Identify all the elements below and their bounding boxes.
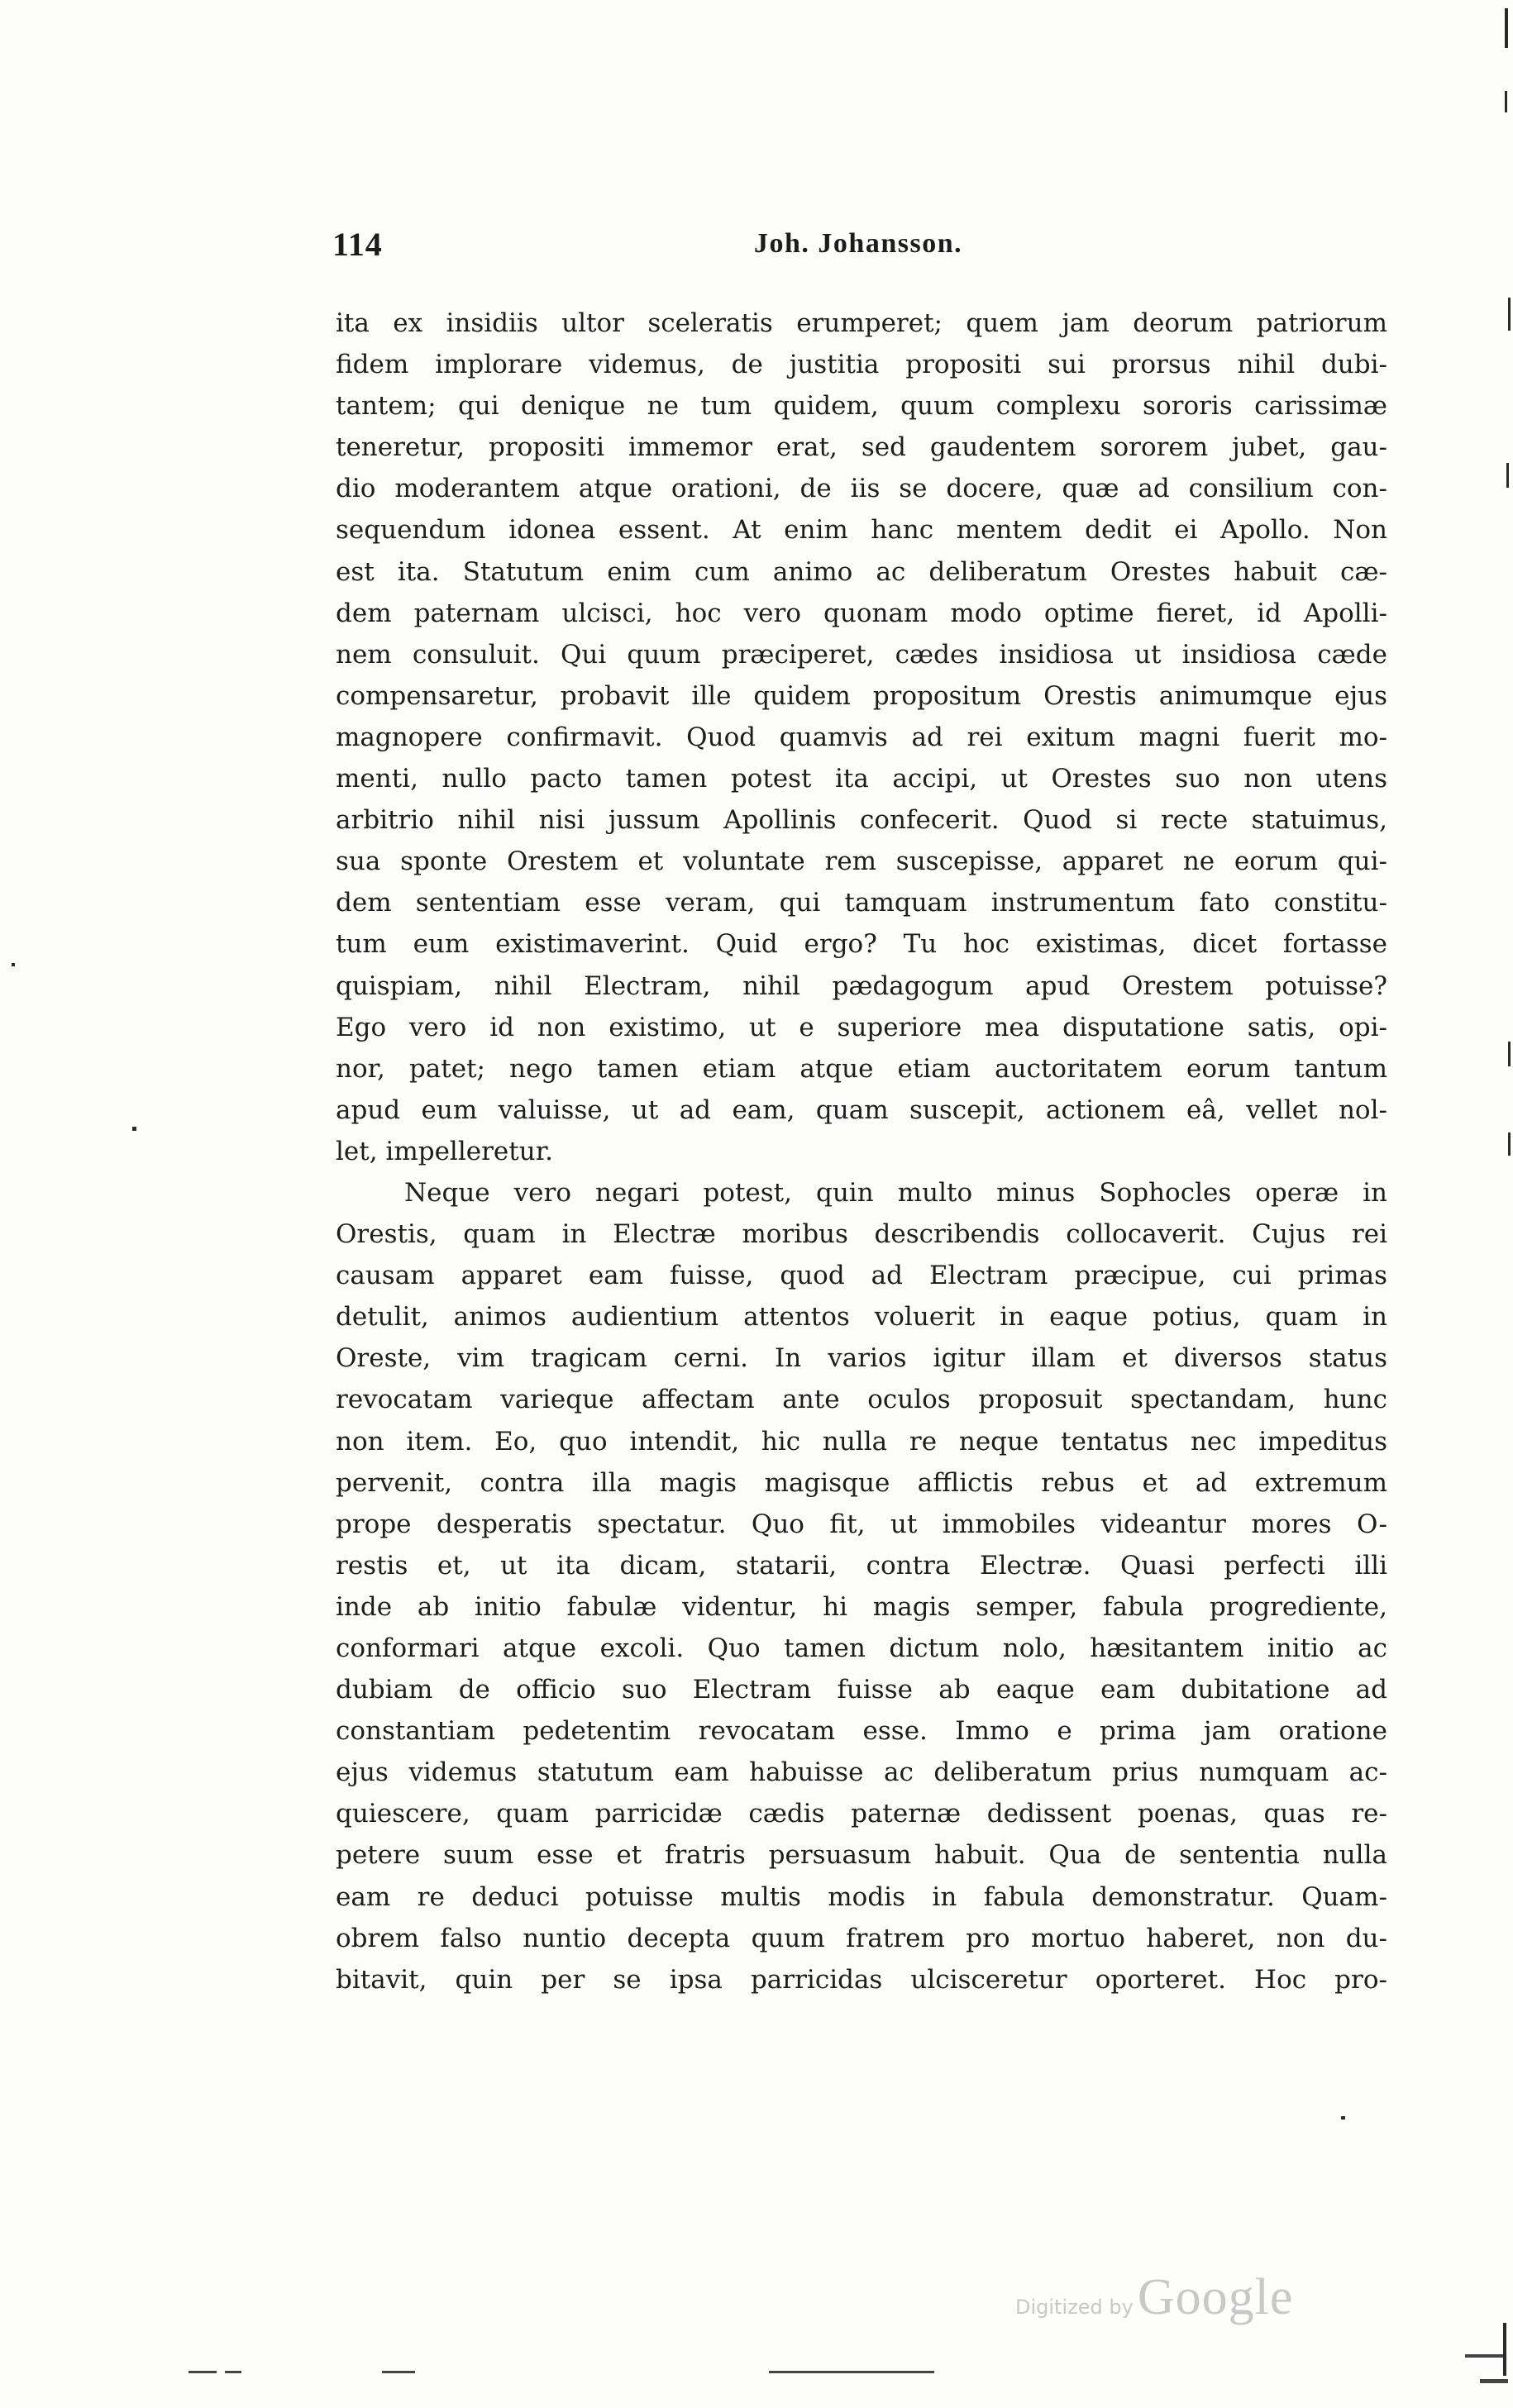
text-line: ita ex insidiis ultor sceleratis erumperet; quem jam deorum patriorum [336, 308, 1387, 338]
text-line: menti, nullo pacto tamen potest ita accipi, ut Orestes suo non utens [336, 764, 1387, 794]
text-line: quispiam, nihil Electram, nihil pædagogum apud Orestem potuisse? [336, 970, 1387, 1001]
scan-dash [769, 2371, 934, 2373]
text-line: quiescere, quam parricidæ cædis paternæ dedissent poenas, quas re- [336, 1799, 1387, 1829]
scan-dash [225, 2371, 241, 2373]
scan-speck [12, 963, 15, 966]
text-line: sequendum idonea essent. At enim hanc mentem dedit ei Apollo. Non [336, 515, 1387, 546]
text-line: sua sponte Orestem et voluntate rem suscepisse, apparet ne eorum qui- [336, 846, 1387, 877]
text-line: pervenit, contra illa magis magisque afflictis rebus et ad extremum [336, 1467, 1387, 1498]
text-line: revocatam varieque affectam ante oculos proposuit spectandam, hunc [336, 1385, 1387, 1415]
body-text [336, 303, 1387, 2000]
text-line: non item. Eo, quo intendit, hic nulla re neque tentatus nec impeditus [336, 1426, 1387, 1457]
text-line: est ita. Statutum enim cum animo ac deliberatum Orestes habuit cæ- [336, 556, 1387, 587]
scan-dash [1465, 2354, 1506, 2358]
text-line: restis et, ut ita dicam, statarii, contra Electræ. Quasi perfecti illi [336, 1550, 1387, 1581]
text-line: bitavit, quin per se ipsa parricidas ulcisceretur oporteret. Hoc pro- [336, 1964, 1387, 1995]
scan-speck [1505, 8, 1508, 48]
scan-dash [189, 2371, 217, 2373]
text-line: constantiam pedetentim revocatam esse. Immo e prima jam oratione [336, 1716, 1387, 1747]
watermark-logo: Google [1137, 2269, 1294, 2325]
text-line: ejus videmus statutum eam habuisse ac deliberatum prius numquam ac- [336, 1757, 1387, 1788]
paragraph-1 [336, 303, 1387, 1172]
text-line: conformari atque excoli. Quo tamen dictum nolo, hæsitantem initio ac [336, 1633, 1387, 1663]
scan-speck [1508, 1042, 1511, 1066]
scan-speck [1341, 2116, 1345, 2120]
text-line: Neque vero negari potest, quin multo minus Sophocles operæ in [404, 1177, 1387, 1208]
text-line: let, impelleretur. [336, 1136, 553, 1166]
paragraph-2 [336, 1172, 1387, 2000]
text-line: obrem falso nuntio decepta quum fratrem pro mortuo haberet, non du- [336, 1923, 1387, 1953]
text-line: apud eum valuisse, ut ad eam, quam suscepit, actionem eâ, vellet nol- [336, 1094, 1387, 1125]
text-line: nor, patet; nego tamen etiam atque etiam auctoritatem eorum tantum [336, 1053, 1387, 1084]
text-line: dio moderantem atque orationi, de iis se docere, quæ ad consilium con- [336, 474, 1387, 504]
text-line: nem consuluit. Qui quum præciperet, cædes insidiosa ut insidiosa cæde [336, 639, 1387, 670]
scan-speck [1508, 298, 1511, 331]
text-line: tum eum existimaverint. Quid ergo? Tu hoc existimas, dicet fortasse [336, 929, 1387, 960]
watermark-prefix: Digitized by [1015, 2296, 1134, 2319]
scan-speck [1508, 1132, 1511, 1156]
scan-speck [1503, 2323, 1506, 2376]
page-number: 114 [332, 226, 383, 263]
text-line: Orestis, quam in Electræ moribus describendis collocaverit. Cujus rei [336, 1219, 1387, 1250]
text-line: Oreste, vim tragicam cerni. In varios igitur illam et diversos status [336, 1343, 1387, 1374]
text-line: dem sententiam esse veram, qui tamquam instrumentum fato constitu- [336, 888, 1387, 918]
text-line: dubiam de officio suo Electram fuisse ab eaque eam dubitatione ad [336, 1675, 1387, 1705]
text-line: Ego vero id non existimo, ut e superiore mea disputatione satis, opi- [336, 1012, 1387, 1042]
digitized-watermark [1015, 2268, 1294, 2325]
text-line: inde ab initio fabulæ videntur, hi magis semper, fabula progrediente, [336, 1591, 1387, 1622]
text-line: prope desperatis spectatur. Quo fit, ut immobiles videantur mores O- [336, 1509, 1387, 1539]
text-line: tantem; qui denique ne tum quidem, quum complexu sororis carissimæ [336, 391, 1387, 422]
text-line: arbitrio nihil nisi jussum Apollinis confecerit. Quod si recte statuimus, [336, 805, 1387, 836]
scan-speck [132, 1127, 136, 1131]
text-line: dem paternam ulcisci, hoc vero quonam modo optime fieret, id Apolli- [336, 598, 1387, 628]
text-line: eam re deduci potuisse multis modis in fabula demonstratur. Quam- [336, 1881, 1387, 1912]
scan-dash [382, 2371, 415, 2373]
scan-speck [1506, 463, 1509, 488]
text-line: petere suum esse et fratris persuasum habuit. Qua de sententia nulla [336, 1840, 1387, 1871]
text-line: detulit, animos audientium attentos voluerit in eaque potius, quam in [336, 1302, 1387, 1333]
scan-dash [1480, 2379, 1508, 2383]
text-line: magnopere confirmavit. Quod quamvis ad rei exitum magni fuerit mo- [336, 722, 1387, 752]
text-line: compensaretur, probavit ille quidem propositum Orestis animumque ejus [336, 680, 1387, 711]
text-line: fidem implorare videmus, de justitia propositi sui prorsus nihil dubi- [336, 350, 1387, 380]
text-line: teneretur, propositi immemor erat, sed gaudentem sororem jubet, gau- [336, 432, 1387, 463]
scan-speck [1505, 91, 1507, 112]
running-title: Joh. Johansson. [754, 228, 963, 259]
text-line: causam apparet eam fuisse, quod ad Electram præcipue, cui primas [336, 1261, 1387, 1291]
running-head [332, 225, 1382, 266]
